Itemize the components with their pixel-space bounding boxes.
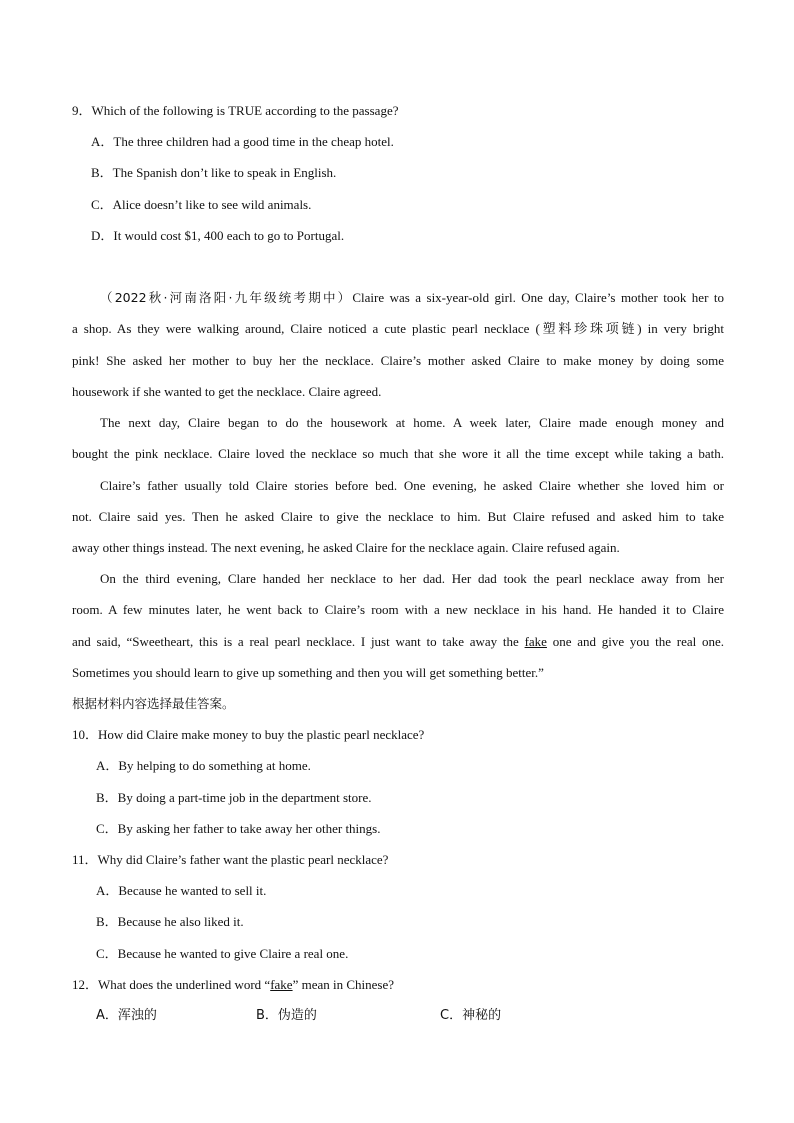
passage-p1-line-4: housework if she wanted to get the necklace. Claire agreed. <box>72 384 382 399</box>
q11-stem: 11．Why did Claire’s father want the plastic pearl necklace? <box>72 852 389 867</box>
passage-p3-line-1: Claire’s father usually told Claire stories before bed. One evening, he asked Claire whether she loved him or <box>100 478 724 493</box>
passage-p4-line-2: room. A few minutes later, he went back to Claire’s room with a new necklace in his hand. He handed it to Claire <box>72 602 724 617</box>
q9-option-a: A．The three children had a good time in the cheap hotel. <box>91 134 394 149</box>
q9-option-b: B．The Spanish don’t like to speak in English. <box>91 165 337 180</box>
passage-p4-line-1: On the third evening, Clare handed her necklace to her dad. Her dad took the pearl necklace away from her <box>100 571 724 586</box>
q12-stem: 12．What does the underlined word “fake” mean in Chinese? <box>72 977 395 992</box>
passage-p4-line-4: Sometimes you should learn to give up something and then you will get something better.” <box>72 665 544 680</box>
q10-option-b: B．By doing a part-time job in the department store. <box>96 790 372 805</box>
q10-option-c: C．By asking her father to take away her other things. <box>96 821 381 836</box>
q9-option-c: C．Alice doesn’t like to see wild animals. <box>91 197 312 212</box>
q10-stem: 10．How did Claire make money to buy the plastic pearl necklace? <box>72 727 425 742</box>
passage-p1-line-1: （2022秋·河南洛阳·九年级统考期中）Claire was a six-year-old girl. One day, Claire’s mother took her to <box>100 290 724 305</box>
underlined-word-fake: fake <box>524 634 547 649</box>
q12-option-b: B．伪造的 <box>256 1008 317 1023</box>
passage-p3-line-3: away other things instead. The next evening, he asked Claire for the necklace again. Claire refused again. <box>72 540 620 555</box>
q12-option-c: C．神秘的 <box>440 1008 502 1023</box>
q9-stem: 9．Which of the following is TRUE according to the passage? <box>72 103 399 118</box>
q12-underlined-word: fake <box>270 977 293 992</box>
passage-p2-line-2: bought the pink necklace. Claire loved the necklace so much that she wore it all the time except while taking a bath. <box>72 446 724 461</box>
q12-option-a: A．浑浊的 <box>96 1008 157 1023</box>
passage-p1-line-3: pink! She asked her mother to buy her the necklace. Claire’s mother asked Claire to make money by doing some <box>72 353 724 368</box>
passage-source: （2022秋·河南洛阳·九年级统考期中） <box>100 290 353 305</box>
q9-option-d: D．It would cost $1, 400 each to go to Portugal. <box>91 228 345 243</box>
instruction: 根据材料内容选择最佳答案。 <box>72 696 235 711</box>
q10-option-a: A．By helping to do something at home. <box>96 758 311 773</box>
passage-p2-line-1: The next day, Claire began to do the housework at home. A week later, Claire made enough money and <box>100 415 724 430</box>
passage-p4-line-3: and said, “Sweetheart, this is a real pearl necklace. I just want to take away the fake one and give you the real one. <box>72 634 724 649</box>
q11-option-c: C．Because he wanted to give Claire a real one. <box>96 946 349 961</box>
passage-p3-line-2: not. Claire said yes. Then he asked Claire to give the necklace to him. But Claire refused and asked him to take <box>72 509 724 524</box>
q11-option-b: B．Because he also liked it. <box>96 914 244 929</box>
q11-option-a: A．Because he wanted to sell it. <box>96 883 267 898</box>
passage-p1-line-2: a shop. As they were walking around, Claire noticed a cute plastic pearl necklace (塑料珍珠项链) in very bright <box>72 321 724 336</box>
